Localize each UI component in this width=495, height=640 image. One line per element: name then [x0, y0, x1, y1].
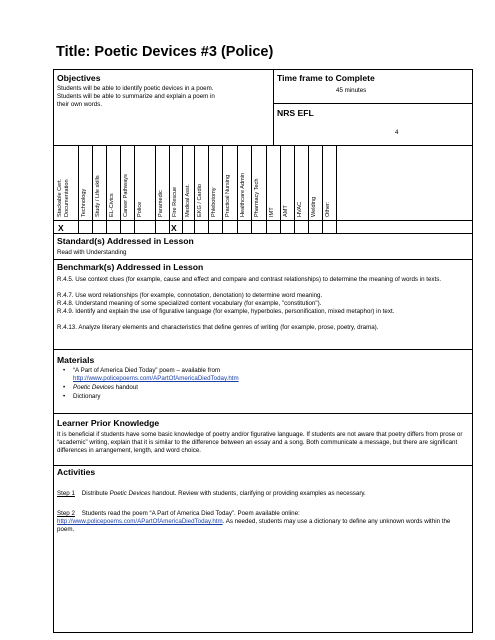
column-divider	[294, 145, 295, 233]
row-divider	[54, 349, 472, 350]
poem-link[interactable]: http://www.policepoems.com/APartOfAmericaDiedToday.htm	[57, 518, 223, 525]
timeframe-divider	[273, 103, 472, 104]
category-label: Fire Rescue	[172, 186, 178, 217]
column-divider	[155, 145, 156, 233]
category-label: Stackable Cert.	[57, 178, 63, 217]
activity-step-1	[57, 490, 366, 498]
step-text: Students read the poem “A Part of America Died Today”. Poem available online:	[81, 510, 300, 517]
step-text: Distribute	[81, 490, 110, 497]
standards-heading: Standard(s) Addressed in Lesson	[57, 236, 194, 246]
category-label: HVAC	[297, 201, 303, 217]
objectives-line: Students will be able to identify poetic devices in a poem.	[57, 85, 214, 92]
category-label: Career Pathways	[123, 174, 129, 217]
category-label: Technology	[81, 188, 87, 217]
lesson-table	[53, 69, 473, 633]
category-label: Paramedic	[158, 190, 164, 217]
row-divider	[54, 145, 472, 146]
materials-heading: Materials	[57, 355, 95, 365]
column-divider	[322, 145, 323, 233]
category-label: EL-Civics	[109, 193, 115, 217]
column-divider	[169, 145, 170, 233]
column-divider	[280, 145, 281, 233]
column-divider	[208, 145, 209, 233]
row-divider	[54, 465, 472, 466]
activity-step-2-cont	[57, 518, 467, 534]
objectives-divider	[273, 70, 274, 145]
timeframe-heading: Time frame to Complete	[277, 73, 375, 83]
materials-item: Dictionary	[73, 393, 101, 400]
step-label: Step 1	[57, 490, 75, 497]
column-divider	[336, 145, 337, 233]
benchmark-item: R.4.8. Understand meaning of some specialized content vocabulary (for example, "constitution").	[57, 300, 322, 307]
poem-link[interactable]: http://www.policepoems.com/APartOfAmericaDiedToday.htm	[73, 375, 239, 382]
objectives-line: their own words.	[57, 101, 103, 108]
column-divider	[78, 145, 79, 233]
category-label: IMT	[269, 207, 275, 217]
handout-name: Poetic Devices	[109, 490, 151, 497]
handout-name: Poetic Devices	[73, 384, 114, 391]
activities-heading: Activities	[57, 467, 96, 477]
category-label: EKG / Cardio	[197, 184, 203, 217]
bullet-icon: •	[63, 367, 66, 374]
benchmark-item: R.4.13. Analyze literary elements and characteristics that define genres of writing (for example, prose, poetry, drama).	[57, 324, 379, 331]
category-label: Pharmacy Tech	[254, 178, 260, 217]
column-divider	[92, 145, 93, 233]
category-label: Documentation	[64, 179, 70, 217]
row-divider	[54, 220, 472, 221]
benchmark-item: R.4.7. Use word relationships (for example, connotation, denotation) to determine word meaning.	[57, 292, 323, 299]
objectives-heading: Objectives	[57, 73, 101, 83]
benchmark-item: R.4.9. Identify and explain the use of figurative language (for example, hyperboles, personification, mixed metaphor) in text.	[57, 308, 395, 315]
column-divider	[106, 145, 107, 233]
benchmark-item: R.4.5. Use context clues (for example, cause and effect and compare and contrast relationships) to determine the meaning of words in texts.	[57, 276, 442, 283]
check-mark: X	[171, 223, 177, 233]
page-title: Title: Poetic Devices #3 (Police)	[56, 44, 274, 60]
materials-item	[73, 384, 138, 392]
objectives-line: Students will be able to summarize and explain a poem in	[57, 93, 215, 100]
standards-text: Read with Understanding	[57, 249, 127, 256]
prior-knowledge-heading: Learner Prior Knowledge	[57, 418, 160, 428]
category-label: Police	[137, 201, 143, 217]
category-label: Phlebotomy	[211, 187, 217, 217]
nrs-value: 4	[395, 129, 399, 136]
timeframe-value: 45 minutes	[336, 87, 367, 94]
prior-knowledge-text: It is beneficial if students have some basic knowledge of poetry and/or figurative language. If students are not aware that poetry differs from prose or “academic” writing, explain that it is similar to the difference between an essay and a song. Both communicate a message, but there are significant differences in arrangement, length, and word choice.	[57, 431, 463, 455]
bullet-icon: •	[63, 384, 66, 391]
column-divider	[266, 145, 267, 233]
column-divider	[134, 145, 135, 233]
category-label: Welding	[311, 196, 317, 217]
activity-step-2	[57, 510, 300, 518]
category-label: AMT	[283, 205, 289, 217]
column-divider	[182, 145, 183, 233]
category-label: Study / Life skills	[95, 175, 101, 217]
column-divider	[120, 145, 121, 233]
column-divider	[308, 145, 309, 233]
bullet-icon: •	[63, 393, 66, 400]
category-label: Healthcare Admin	[240, 172, 246, 217]
step-label: Step 2	[57, 510, 75, 517]
column-divider	[222, 145, 223, 233]
category-label: Other:	[325, 201, 331, 217]
column-divider	[237, 145, 238, 233]
materials-item: “A Part of America Died Today” poem – available from	[73, 367, 221, 374]
row-divider	[54, 259, 472, 260]
column-divider	[194, 145, 195, 233]
handout-suffix: handout	[113, 384, 139, 391]
step-text: . As needed, students may use a dictionary to define any unknown words within the poem.	[57, 518, 451, 534]
category-label: Practical Nursing	[225, 174, 231, 217]
row-divider	[54, 413, 472, 414]
nrs-heading: NRS EFL	[277, 108, 314, 118]
column-divider	[251, 145, 252, 233]
row-divider	[54, 233, 472, 234]
category-label: Medical Asst.	[185, 184, 191, 217]
check-mark: X	[58, 223, 64, 233]
benchmarks-heading: Benchmark(s) Addressed in Lesson	[57, 262, 204, 272]
step-text: handout. Review with students, clarifying or providing examples as necessary.	[150, 490, 366, 497]
